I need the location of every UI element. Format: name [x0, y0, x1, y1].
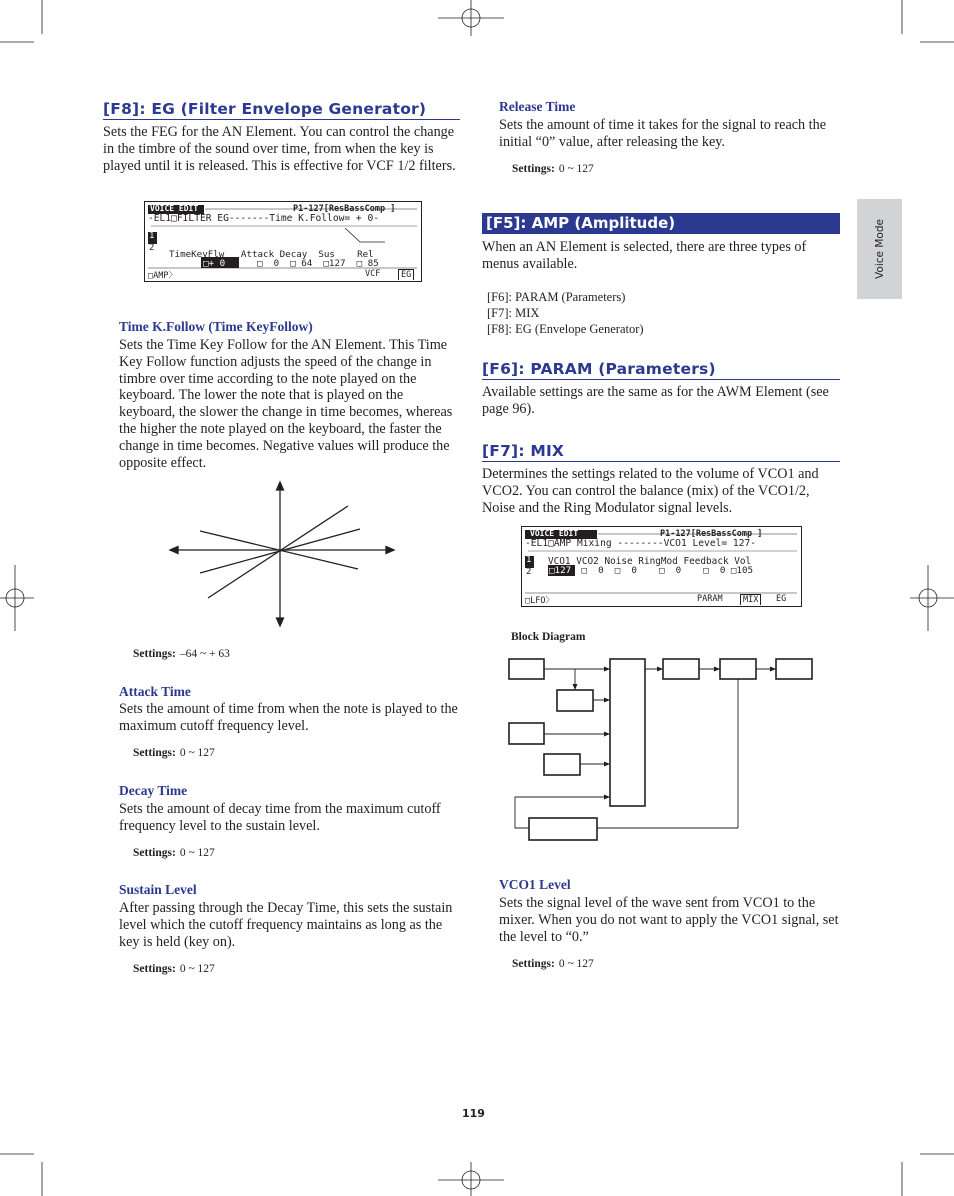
release-title: Release Time — [499, 99, 576, 114]
tkf-settings-value: –64 ~ + 63 — [179, 648, 230, 660]
sustain-settings — [133, 963, 215, 975]
vco1-settings-value: 0 ~ 127 — [558, 958, 594, 970]
lcd2-marker2: 2 — [526, 567, 532, 577]
amp-menu-item: [F6]: PARAM (Parameters) — [487, 290, 626, 304]
vco1-title: VCO1 Level — [499, 877, 571, 892]
amp-menu-list — [487, 289, 644, 337]
decay-text: Sets the amount of decay time from the maximum cutoff frequency level to the sustain level. — [119, 801, 441, 834]
lcd1-params: TimeKeyFlw Attack Decay Sus Rel — [169, 249, 374, 260]
sustain-title: Sustain Level — [119, 882, 197, 897]
heading-f6-param: [F6]: PARAM (Parameters) — [482, 360, 840, 380]
sustain-settings-label: Settings: — [133, 963, 176, 975]
vco1-text: Sets the signal level of the wave sent from VCO1 to the mixer. When you do not want to apply the VCO1 signal, set the level to “0.” — [499, 895, 839, 945]
release-settings — [512, 163, 594, 175]
block-diagram — [505, 652, 820, 847]
release-settings-value: 0 ~ 127 — [558, 163, 594, 175]
lcd2-footer-left: □LFO〉 — [525, 596, 554, 606]
lcd2-marker1: 1 — [526, 555, 532, 565]
heading-f7-mix: [F7]: MIX — [482, 442, 840, 462]
lcd-amp-mixing — [521, 526, 802, 607]
attack-settings — [133, 747, 215, 759]
tkf-settings — [133, 648, 230, 660]
vco1-settings — [512, 958, 594, 970]
lcd1-title: VOICE EDIT — [150, 204, 199, 213]
lcd-filter-eg — [144, 201, 422, 282]
lcd1-marker1: 1 — [149, 231, 155, 241]
amp-menu-item: [F8]: EG (Envelope Generator) — [487, 322, 644, 336]
decay-settings-label: Settings: — [133, 847, 176, 859]
lcd1-footer-left: □AMP〉 — [148, 271, 177, 281]
param-text: Available settings are the same as for the AWM Element (see page 96). — [482, 384, 829, 417]
lcd2-footer-param: PARAM — [697, 594, 723, 604]
lcd2-params: VCO1 VCO2 Noise RingMod Feedback Vol — [548, 556, 752, 567]
lcd2-header: P1-127[ResBassComp ] — [660, 529, 763, 539]
release-settings-label: Settings: — [512, 163, 555, 175]
vco1-settings-label: Settings: — [512, 958, 555, 970]
lcd2-line1: -EL1□AMP Mixing --------VCO1 Level= 127- — [525, 538, 757, 549]
decay-title: Decay Time — [119, 783, 188, 798]
lcd2-footer-mix: MIX — [740, 594, 761, 605]
decay-settings-value: 0 ~ 127 — [179, 847, 215, 859]
lcd1-footer-vcf: VCF — [365, 269, 381, 279]
lcd1-footer-eg: EG — [398, 269, 414, 280]
lcd2-title: VOICE EDIT — [530, 529, 579, 538]
attack-title: Attack Time — [119, 684, 191, 699]
attack-text: Sets the amount of time from when the note is played to the maximum cutoff frequency level. — [119, 701, 458, 734]
f8-intro-text: Sets the FEG for the AN Element. You can control the change in the timbre of the sound over time, from when the key is played until it is released. This is effective for VCF 1/2 filters. — [103, 124, 456, 174]
lcd1-values: □ 0 □ 64 □127 □ 85 — [257, 258, 379, 269]
amp-menu-item: [F7]: MIX — [487, 306, 540, 320]
tkf-text: Sets the Time Key Follow for the AN Element. This Time Key Follow function adjusts the speed of the change in timbre over time according to the note played on the keyboard. The lower the note that is played on the keyboard, the slower the change in time becomes, whereas the higher the note played on the keyboard, the faster the change in time becomes. Negative values will produce the opposite effect. — [119, 337, 453, 471]
lcd2-footer-eg: EG — [776, 594, 787, 604]
mix-text: Determines the settings related to the volume of VCO1 and VCO2. You can control the balance (mix) of the VCO1/2, Noise and the Ring Modulator signal levels. — [482, 466, 819, 516]
time-keyfollow-chart — [168, 480, 398, 628]
attack-settings-value: 0 ~ 127 — [179, 747, 215, 759]
lcd1-marker2: 2 — [149, 243, 155, 253]
lcd1-line1: -EL1□FILTER EG-------Time K.Follow= + 0- — [148, 213, 380, 224]
amp-text: When an AN Element is selected, there are three types of menus available. — [482, 239, 807, 272]
sustain-settings-value: 0 ~ 127 — [179, 963, 215, 975]
side-tab-label: Voice Mode — [873, 219, 886, 279]
lcd2-values-highlight: □127 — [549, 565, 572, 576]
lcd1-values-highlight: □+ 0 — [203, 258, 226, 269]
tkf-settings-label: Settings: — [133, 648, 176, 660]
attack-settings-label: Settings: — [133, 747, 176, 759]
heading-f8-eg: [F8]: EG (Filter Envelope Generator) — [103, 100, 460, 120]
page-number: 119 — [462, 1107, 485, 1120]
block-diagram-label: Block Diagram — [511, 631, 586, 643]
side-tab — [857, 199, 902, 299]
decay-settings — [133, 847, 215, 859]
heading-f5-amp: [F5]: AMP (Amplitude) — [482, 213, 840, 234]
release-text: Sets the amount of time it takes for the signal to reach the initial “0” value, after releasing the key. — [499, 117, 827, 150]
sustain-text: After passing through the Decay Time, this sets the sustain level which the cutoff frequency maintains as long as the key is held (key on). — [119, 900, 453, 950]
lcd1-header: P1-127[ResBassComp ] — [293, 204, 396, 214]
tkf-title: Time K.Follow (Time KeyFollow) — [119, 319, 313, 334]
lcd2-values: □ 0 □ 0 □ 0 □ 0 □105 — [576, 565, 754, 576]
